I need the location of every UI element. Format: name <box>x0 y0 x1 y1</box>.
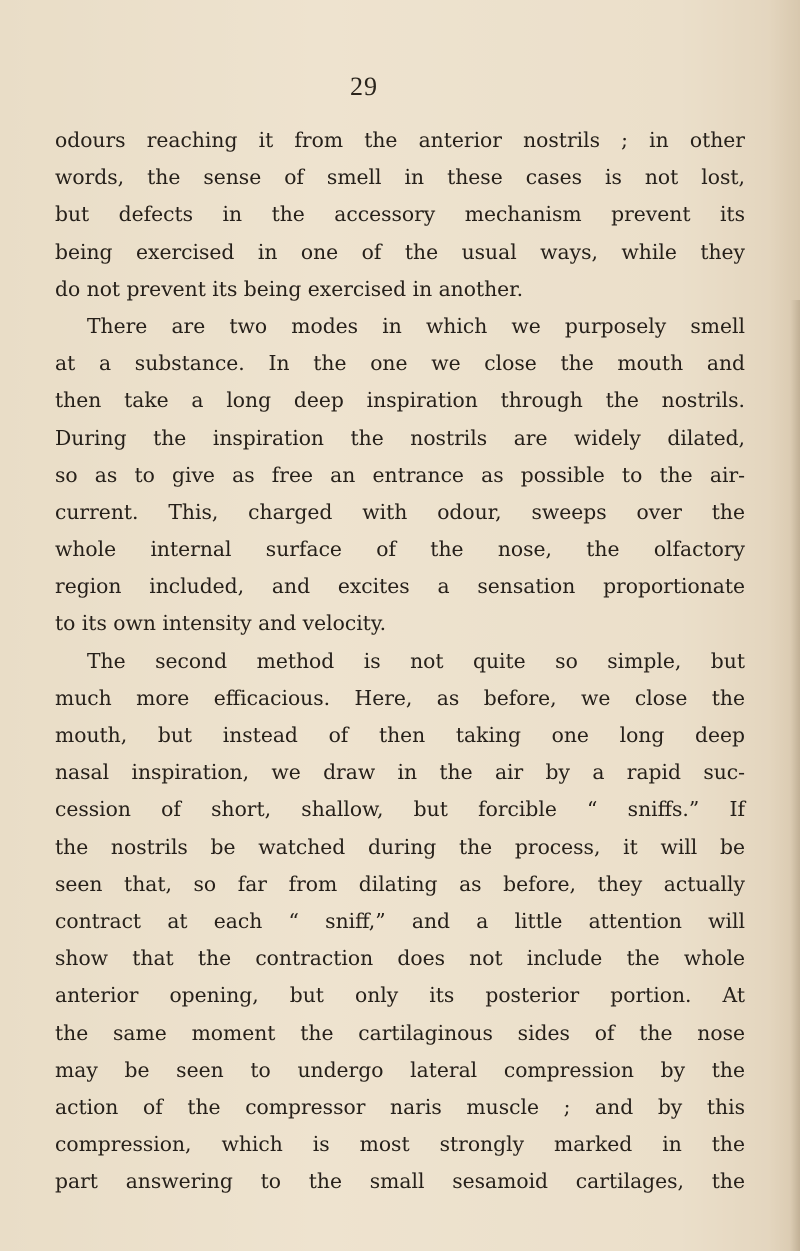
page-edge-shadow <box>790 300 800 1251</box>
text-line: During the inspiration the nostrils are widely dilated, <box>55 425 745 450</box>
text-line: current. This, charged with odour, sweeps over the <box>55 499 745 524</box>
text-line: nasal inspiration, we draw in the air by a rapid suc- <box>55 760 745 785</box>
text-line: but defects in the accessory mechanism prevent its <box>55 202 745 227</box>
text-line: words, the sense of smell in these cases is not lost, <box>55 165 745 190</box>
body-text <box>55 122 745 1200</box>
text-line: mouth, but instead of then taking one long deep <box>55 723 745 747</box>
text-line: cession of short, shallow, but forcible “ sniffs.” If <box>55 797 745 822</box>
text-line: to its own intensity and velocity. <box>55 611 387 636</box>
text-line: There are two modes in which we purposely smell <box>87 313 745 338</box>
text-line: do not prevent its being exercised in another. <box>55 276 524 301</box>
text-line: action of the compressor naris muscle ; and by this <box>55 1094 745 1119</box>
text-line: whole internal surface of the nose, the olfactory <box>55 537 745 562</box>
text-line: anterior opening, but only its posterior portion. At <box>55 983 745 1008</box>
text-line: so as to give as free an entrance as possible to the air- <box>55 462 745 487</box>
text-line: being exercised in one of the usual ways, while they <box>55 239 745 264</box>
text-line: show that the contraction does not include the whole <box>55 946 745 971</box>
text-line: the nostrils be watched during the process, it will be <box>55 834 745 859</box>
text-line: contract at each “ sniff,” and a little attention will <box>55 908 745 933</box>
text-line: region included, and excites a sensation proportionate <box>55 574 745 599</box>
text-line: compression, which is most strongly marked in the <box>55 1132 745 1157</box>
page-number: 29 <box>350 72 378 101</box>
text-line: odours reaching it from the anterior nostrils ; in other <box>55 128 745 152</box>
text-line: then take a long deep inspiration through the nostrils. <box>55 388 745 413</box>
text-line: seen that, so far from dilating as before, they actually <box>55 871 745 896</box>
text-line: the same moment the cartilaginous sides of the nose <box>55 1020 745 1045</box>
text-line: much more efficacious. Here, as before, we close the <box>55 685 745 710</box>
text-line: may be seen to undergo lateral compression by the <box>55 1057 745 1082</box>
text-line: The second method is not quite so simple, but <box>87 648 745 673</box>
text-line: part answering to the small sesamoid cartilages, the <box>55 1169 745 1194</box>
text-line: at a substance. In the one we close the mouth and <box>55 351 745 376</box>
